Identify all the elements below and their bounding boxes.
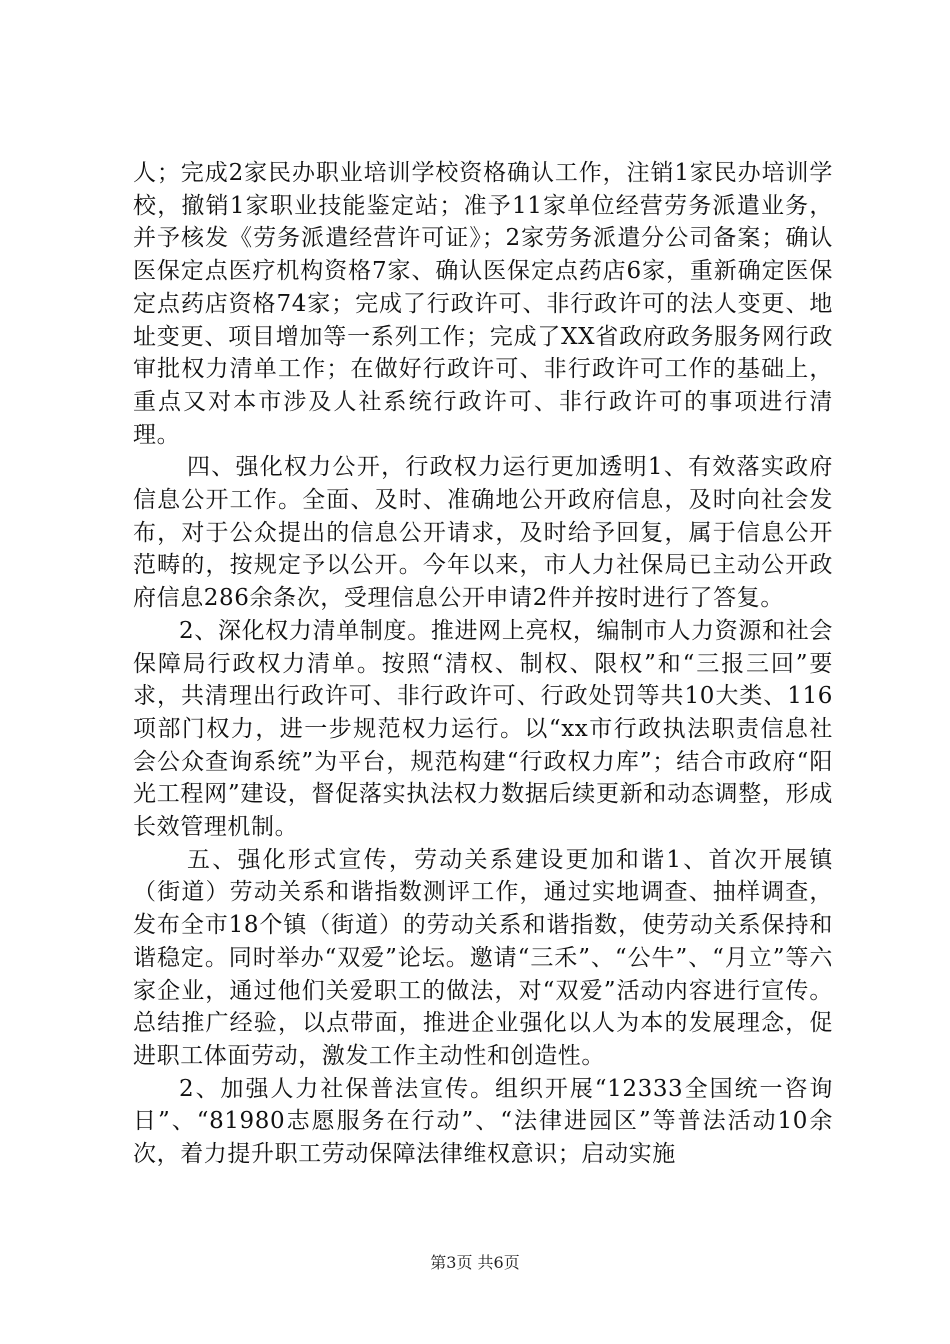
paragraph-continuation: 人；完成2家民办职业培训学校资格确认工作，注销1家民办培训学校，撤销1家职业技能鉴定站；准予11家单位经营劳务派遣业务，并予核发《劳务派遣经营许可证》；2家劳务派遣分公司备案；确认医保定点医疗机构资格7家、确认医保定点药店6家，重新确定医保定点药店资格74家；完成了行政许可、非行政许可的法人变更、地址变更、项目增加等一系列工作；完成了XX省政府政务服务网行政审批权力清单工作；在做好行政许可、非行政许可工作的基础上，重点又对本市涉及人社系统行政许可、非行政许可的事项进行清理。 <box>133 160 833 448</box>
paragraph-law-publicity: 2、加强人力社保普法宣传。组织开展“12333全国统一咨询日”、“81980志愿服务在行动”、“法律进园区”等普法活动10余次，着力提升职工劳动保障法律维权意识；启动实施 <box>133 1075 833 1168</box>
paragraph-section-five: 五、强化形式宣传，劳动关系建设更加和谐1、首次开展镇（街道）劳动关系和谐指数测评工作，通过实地调查、抽样调查，发布全市18个镇（街道）的劳动关系和谐指数，使劳动关系保持和谐稳定。同时举办“双爱”论坛。邀请“三禾”、“公牛”、“月立”等六家企业，通过他们关爱职工的做法，对“双爱”活动内容进行宣传。总结推广经验，以点带面，推进企业强化以人为本的发展理念，促进职工体面劳动，激发工作主动性和创造性。 <box>133 846 833 1069</box>
page-footer: 第3页 共6页 <box>430 1253 520 1272</box>
document-body <box>133 157 833 1171</box>
paragraph-power-list: 2、深化权力清单制度。推进网上亮权，编制市人力资源和社会保障局行政权力清单。按照“清权、制权、限权”和“三报三回”要求，共清理出行政许可、非行政许可、行政处罚等共10大类、116项部门权力，进一步规范权力运行。以“xx市行政执法职责信息社会公众查询系统”为平台，规范构建“行政权力库”；结合市政府“阳光工程网”建设，督促落实执法权力数据后续更新和动态调整，形成长效管理机制。 <box>133 617 833 841</box>
paragraph-section-four: 四、强化权力公开，行政权力运行更加透明1、有效落实政府信息公开工作。全面、及时、准确地公开政府信息，及时向社会发布，对于公众提出的信息公开请求，及时给予回复，属于信息公开范畴的，按规定予以公开。今年以来，市人力社保局已主动公开政府信息286余条次，受理信息公开申请2件并按时进行了答复。 <box>133 454 833 612</box>
